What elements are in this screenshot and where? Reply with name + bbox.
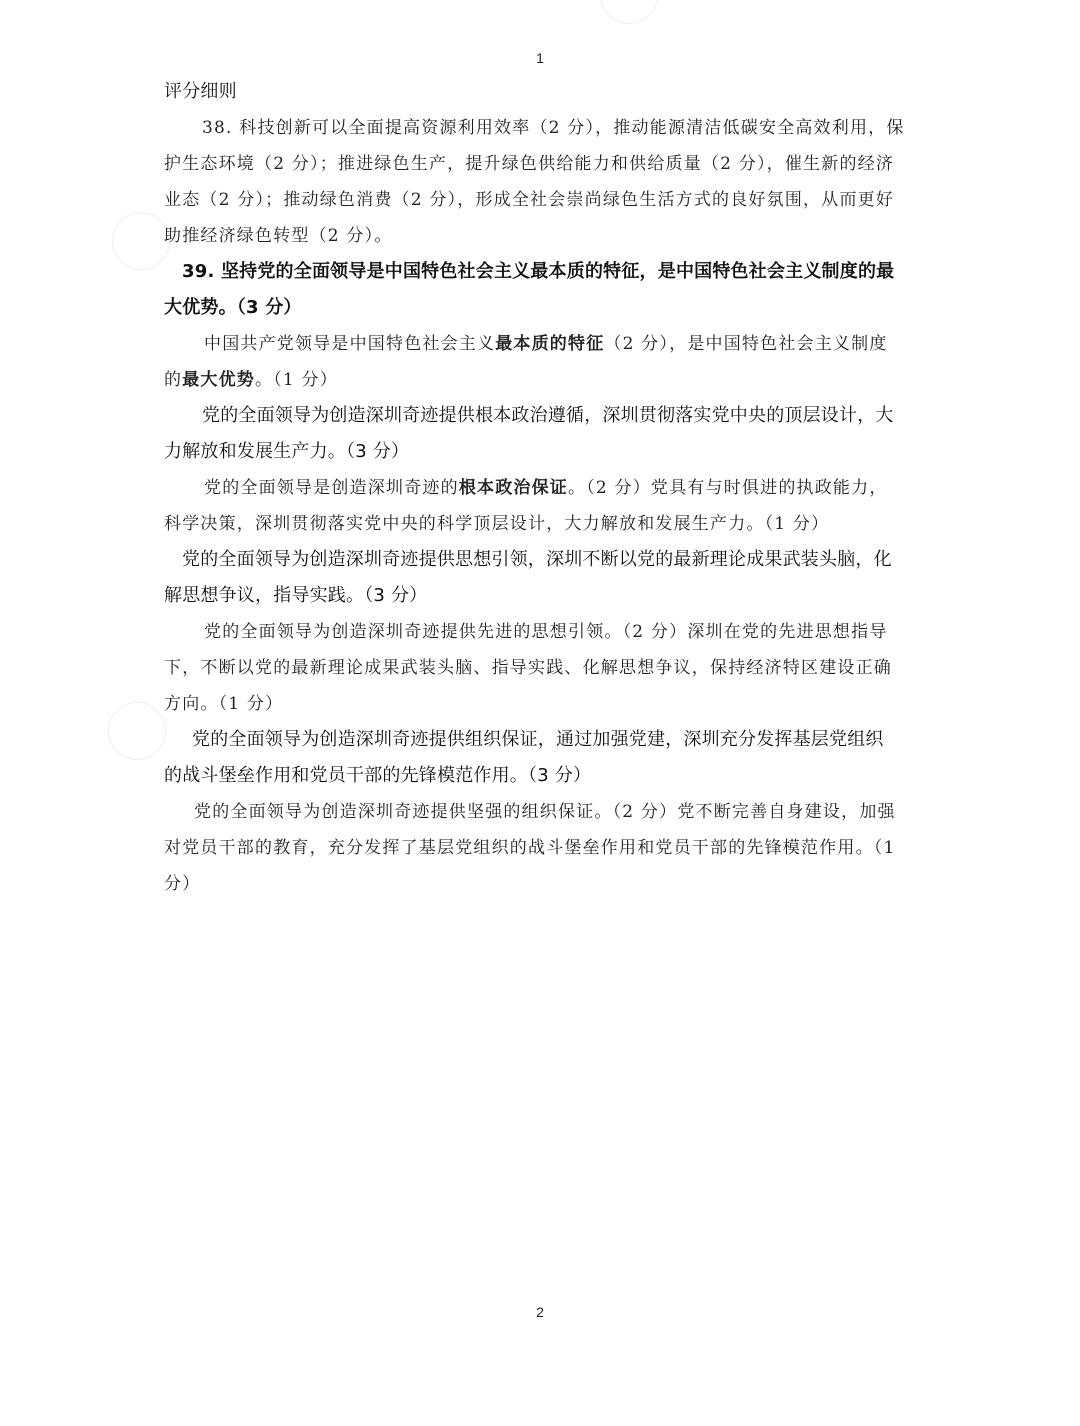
q39-explain-1-line-2: [164, 362, 920, 398]
section-heading: 评分细则: [164, 81, 237, 102]
q39-explain-2-line-1: [164, 470, 920, 506]
text-run: 。（1 分）: [255, 370, 338, 390]
q39-explain-3-line-3: 方向。（1 分）: [164, 694, 284, 714]
q39-explain-3-line-2: 下，不断以党的最新理论成果武装头脑、指导实践、化解思想争议，保持经济特区建设正确: [164, 658, 892, 678]
page-number-bottom: 2: [536, 1304, 544, 1320]
text-run: 的: [164, 370, 183, 390]
q39-point-1-line-1: 39. 坚持党的全面领导是中国特色社会主义最本质的特征，是中国特色社会主义制度的最: [182, 261, 895, 282]
q38-line-2: 护生态环境（2 分）；推进绿色生产，提升绿色供给能力和供给质量（2 分），催生新的经济: [164, 154, 895, 174]
document-body: [164, 74, 920, 902]
q39-explain-4-line-2: 对党员干部的教育，充分发挥了基层党组织的战斗堡垒作用和党员干部的先锋模范作用。（1: [164, 838, 896, 858]
q39-point-2-line-1: 党的全面领导为创造深圳奇迹提供根本政治遵循，深圳贯彻落实党中央的顶层设计，大: [202, 405, 894, 426]
q38-line-4: 助推经济绿色转型（2 分）。: [164, 226, 393, 246]
q39-explain-2-line-2: 科学决策，深圳贯彻落实党中央的科学顶层设计，大力解放和发展生产力。（1 分）: [164, 514, 830, 534]
q39-point-3-line-1: 党的全面领导为创造深圳奇迹提供思想引领，深圳不断以党的最新理论成果武装头脑，化: [182, 549, 892, 570]
bold-term: 最大优势: [182, 370, 256, 390]
text-run: 。（2 分）党具有与时俱进的执政能力，: [568, 478, 888, 498]
q39-point-3-line-2: 解思想争议，指导实践。（3 分）: [164, 585, 428, 606]
bold-term: 根本政治保证: [458, 478, 569, 498]
q39-explain-4-line-3: 分）: [164, 874, 201, 894]
q39-point-2-line-2: 力解放和发展生产力。（3 分）: [164, 441, 410, 462]
q39-point-4-line-2: 的战斗堡垒作用和党员干部的先锋模范作用。（3 分）: [164, 765, 592, 786]
q39-explain-4-line-1: 党的全面领导为创造深圳奇迹提供坚强的组织保证。（2 分）党不断完善自身建设，加强: [194, 802, 896, 822]
page-number-top: 1: [536, 50, 544, 66]
text-run: 中国共产党领导是中国特色社会主义: [204, 334, 496, 354]
q39-point-1-line-2: 大优势。（3 分）: [164, 297, 302, 318]
q39-explain-3-line-1: 党的全面领导为创造深圳奇迹提供先进的思想引领。（2 分）深圳在党的先进思想指导: [204, 622, 888, 642]
watermark-mark: [112, 212, 170, 270]
text-run: （2 分），是中国特色社会主义制度: [604, 334, 888, 354]
watermark-mark: [600, 0, 658, 24]
text-run: 党的全面领导是创造深圳奇迹的: [204, 478, 459, 498]
q38-line-3: 业态（2 分）；推动绿色消费（2 分），形成全社会崇尚绿色生活方式的良好氛围，从而更好: [164, 190, 895, 210]
q38-line-1: 38. 科技创新可以全面提高资源利用效率（2 分），推动能源清洁低碳安全高效利用，保: [202, 118, 905, 138]
q39-point-4-line-1: 党的全面领导为创造深圳奇迹提供组织保证，通过加强党建，深圳充分发挥基层党组织: [192, 729, 884, 750]
q39-explain-1-line-1: [164, 326, 920, 362]
watermark-mark: [108, 702, 166, 760]
bold-term: 最本质的特征: [495, 334, 605, 354]
